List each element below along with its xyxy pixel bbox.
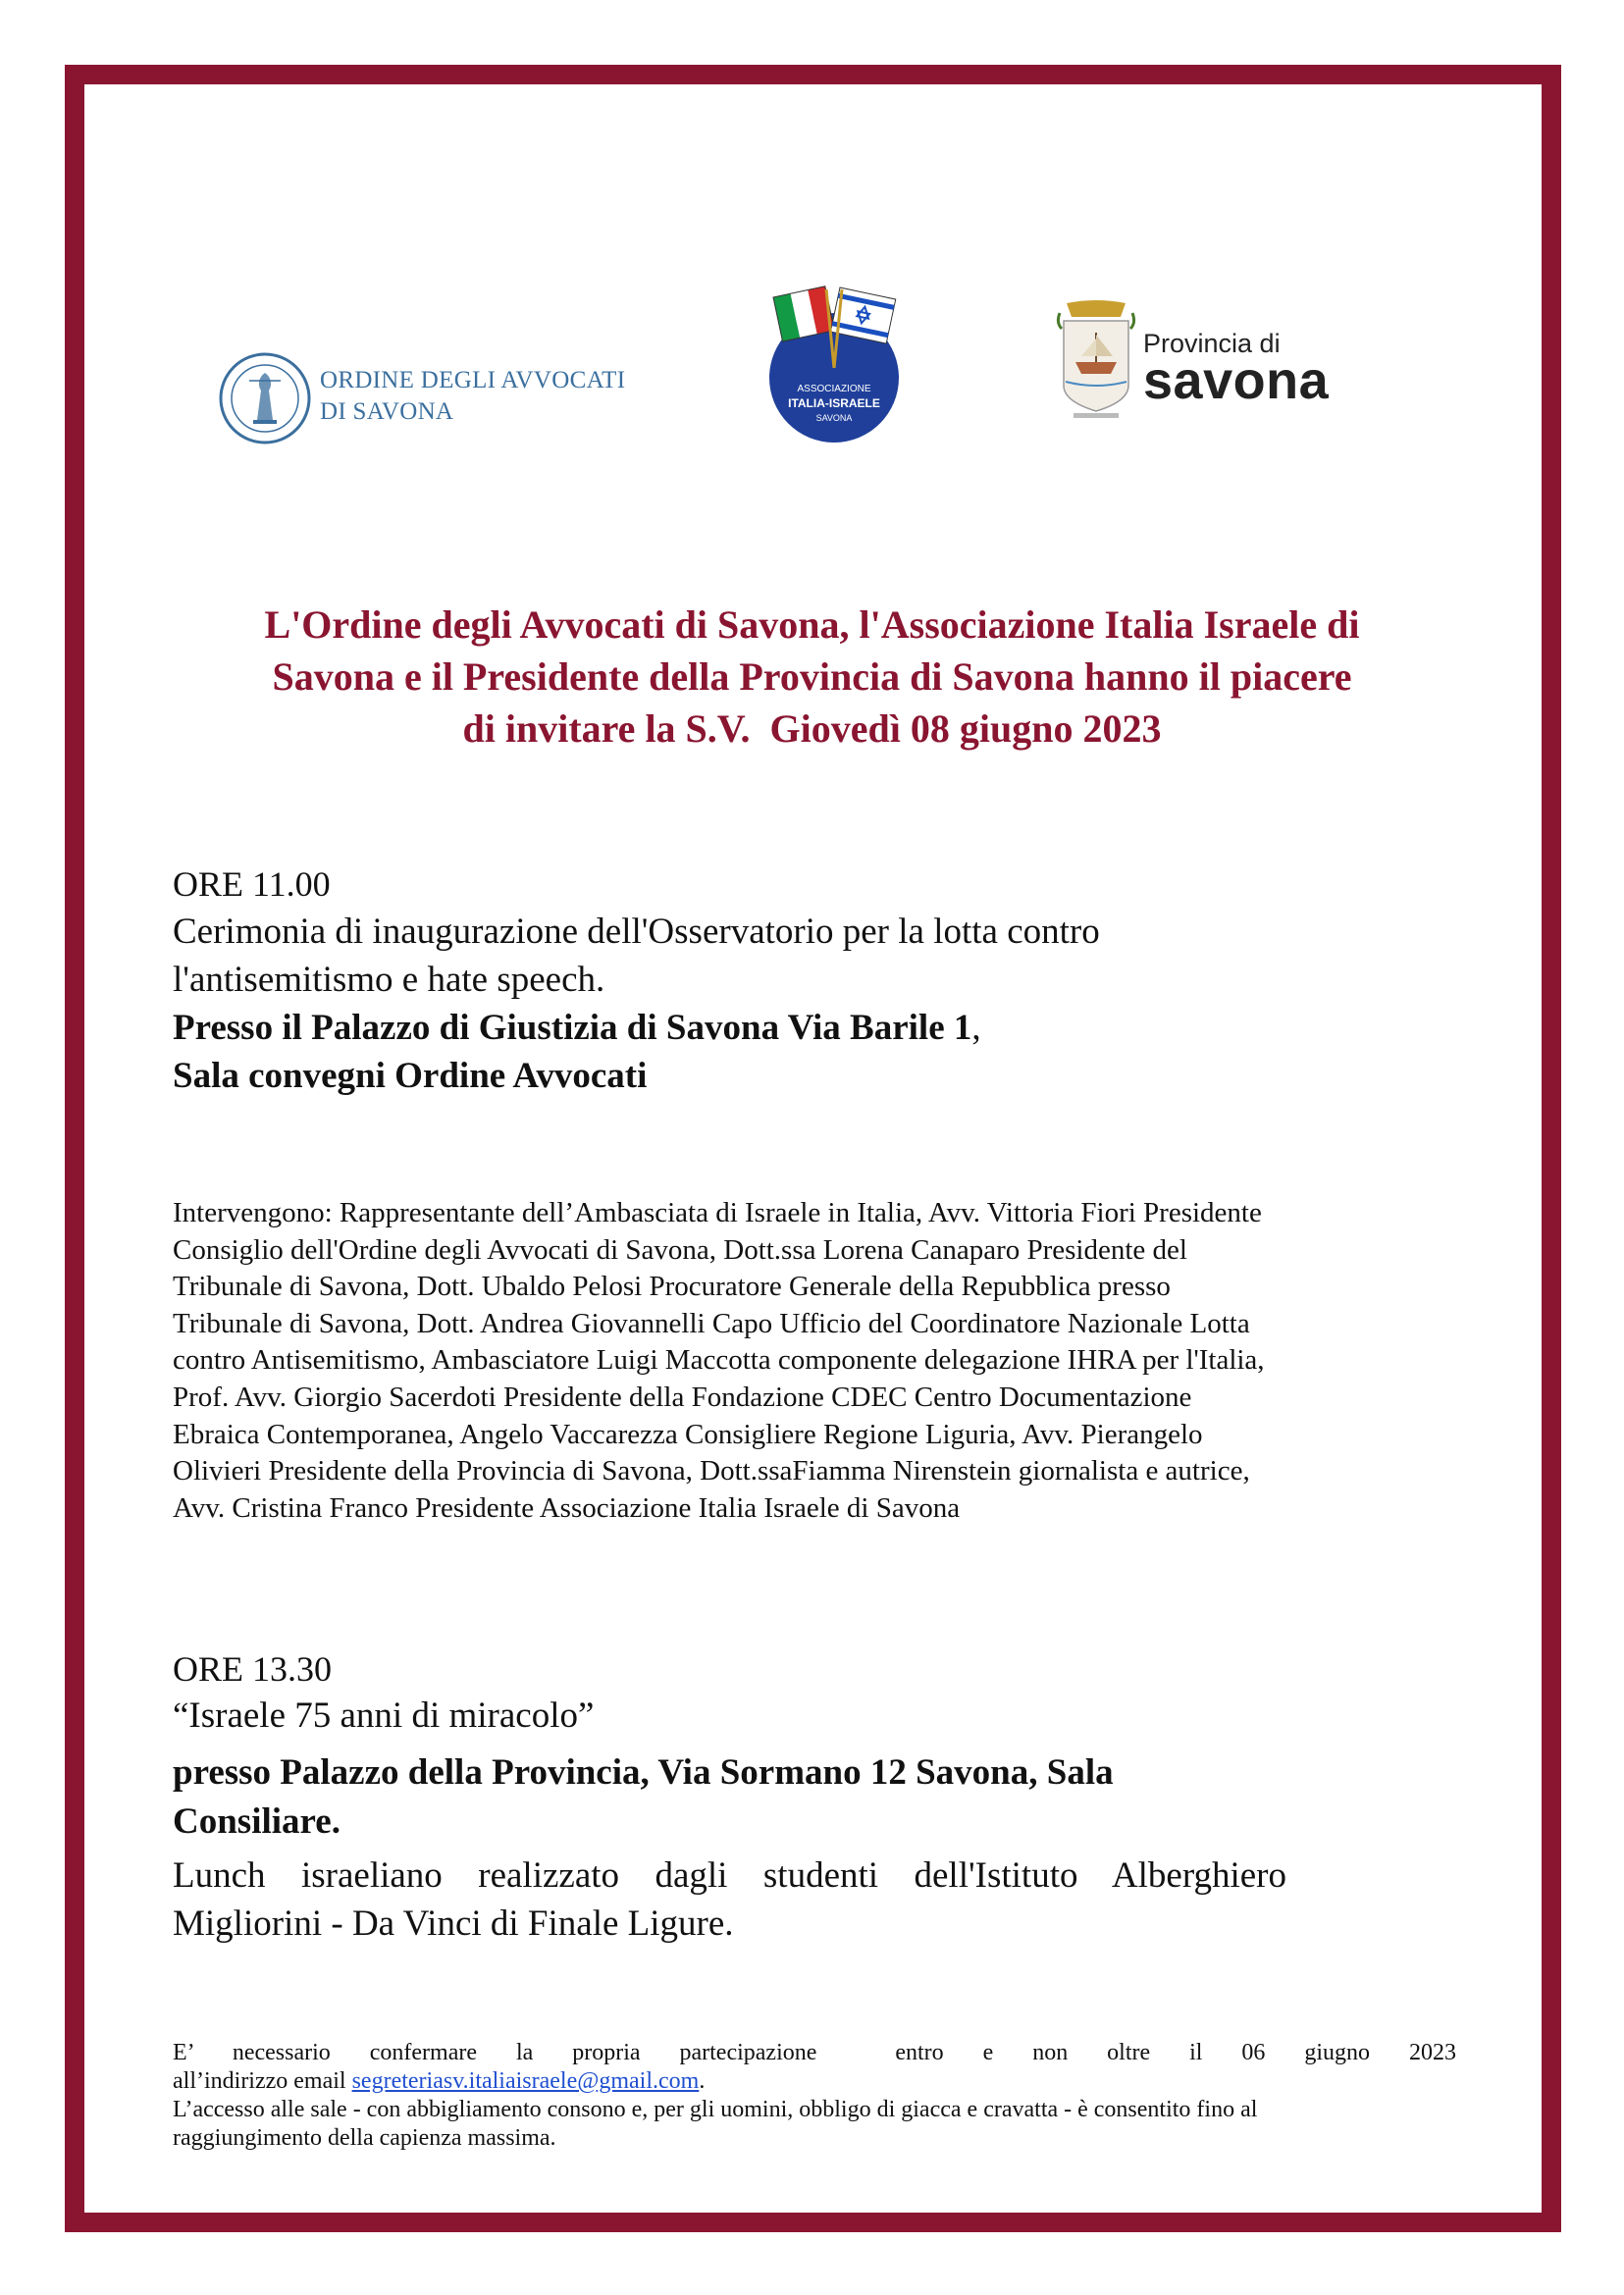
assoc-logo-line3: SAVONA [815, 413, 853, 423]
assoc-logo-line2: ITALIA-ISRAELE [788, 396, 880, 410]
ordine-avvocati-logo [218, 351, 650, 449]
session2-lunch-line1: Lunch israeliano realizzato dagli studenti dell'Istituto Alberghiero [173, 1855, 1286, 1896]
headline-line3: di invitare la S.V. Giovedì 08 giugno 2023 [462, 706, 1162, 751]
ordine-logo-line2: DI SAVONA [320, 398, 454, 425]
speakers-paragraph [173, 1195, 1468, 1527]
ordine-seal-icon [218, 351, 312, 445]
provincia-logo-line1: Provincia di [1143, 329, 1281, 358]
speakers-line: Consiglio dell'Ordine degli Avvocati di Savona, Dott.ssa Lorena Canaparo Presidente del [173, 1233, 1187, 1266]
session2-place-line1: presso Palazzo della Provincia, Via Sormano 12 Savona, Sala [173, 1752, 1114, 1793]
associazione-italia-israele-logo [756, 270, 913, 446]
rsvp-email-suffix: . [699, 2068, 706, 2094]
rsvp-notes [173, 2039, 1456, 2153]
provincia-crest-icon [1052, 299, 1140, 422]
speakers-line: contro Antisemitismo, Ambasciatore Luigi Maccotta componente delegazione IHRA per l'Italia, [173, 1344, 1265, 1377]
headline-line1: L'Ordine degli Avvocati di Savona, l'Associazione Italia Israele di [264, 602, 1360, 647]
rsvp-email-link[interactable]: segreteriasv.italiaisraele@gmail.com [351, 2068, 700, 2094]
access-line1: L’accesso alle sale - con abbigliamento consono e, per gli uomini, obbligo di giacca e cravatta - è consentito fino al [173, 2097, 1258, 2122]
session2-time: ORE 13.30 [173, 1649, 332, 1689]
invitation-headline [157, 599, 1467, 755]
rsvp-email-prefix: all’indirizzo email [173, 2068, 352, 2094]
session2-lunch [173, 1852, 1286, 1948]
rsvp-line1: E’ necessario confermare la propria partecipazione entro e non oltre il 06 giugno 2023 [173, 2040, 1456, 2065]
speakers-line: Avv. Cristina Franco Presidente Associazione Italia Israele di Savona [173, 1491, 961, 1524]
session2-lunch-line2: Migliorini - Da Vinci di Finale Ligure. [173, 1904, 734, 1944]
session1-place-line2: Sala convegni Ordine Avvocati [173, 1056, 648, 1096]
speakers-line: Tribunale di Savona, Dott. Ubaldo Pelosi Procuratore Generale della Repubblica presso [173, 1271, 1171, 1303]
ordine-logo-line1: ORDINE DEGLI AVVOCATI [320, 367, 626, 393]
provincia-savona-logo [1052, 299, 1346, 422]
rsvp-line2 [173, 2067, 1456, 2096]
session1-place-text: Presso il Palazzo di Giustizia di Savona Via Barile 1 [173, 1008, 972, 1048]
session1-place-comma: , [971, 1008, 981, 1048]
session1-place-line1 [173, 1004, 1468, 1052]
session2-title: “Israele 75 anni di miracolo” [173, 1695, 595, 1736]
session1-title-line1: Cerimonia di inaugurazione dell'Osservatorio per la lotta contro [173, 912, 1100, 952]
session1-block [173, 908, 1468, 1100]
speakers-line: Intervengono: Rappresentante dell’Ambasciata di Israele in Italia, Avv. Vittoria Fiori Presidente [173, 1197, 1262, 1228]
crossed-flags-icon [756, 270, 913, 446]
session1-time: ORE 11.00 [173, 864, 331, 904]
assoc-logo-line1: ASSOCIAZIONE [797, 384, 871, 394]
speakers-line: Tribunale di Savona, Dott. Andrea Giovannelli Capo Ufficio del Coordinatore Nazionale Lotta [173, 1307, 1250, 1339]
session2-place-line2: Consiliare. [173, 1801, 341, 1842]
provincia-logo-line2: savona [1143, 351, 1330, 410]
session2-place [173, 1748, 1468, 1847]
session1-title-line2: l'antisemitismo e hate speech. [173, 960, 605, 1000]
speakers-line: Olivieri Presidente della Provincia di Savona, Dott.ssaFiamma Nirenstein giornalista e autrice, [173, 1455, 1250, 1487]
speakers-line: Prof. Avv. Giorgio Sacerdoti Presidente della Fondazione CDEC Centro Documentazione [173, 1381, 1192, 1413]
access-line2: raggiungimento della capienza massima. [173, 2125, 556, 2151]
headline-line2: Savona e il Presidente della Provincia di Savona hanno il piacere [272, 654, 1352, 699]
speakers-line: Ebraica Contemporanea, Angelo Vaccarezza Consigliere Regione Liguria, Avv. Pierangelo [173, 1418, 1203, 1450]
